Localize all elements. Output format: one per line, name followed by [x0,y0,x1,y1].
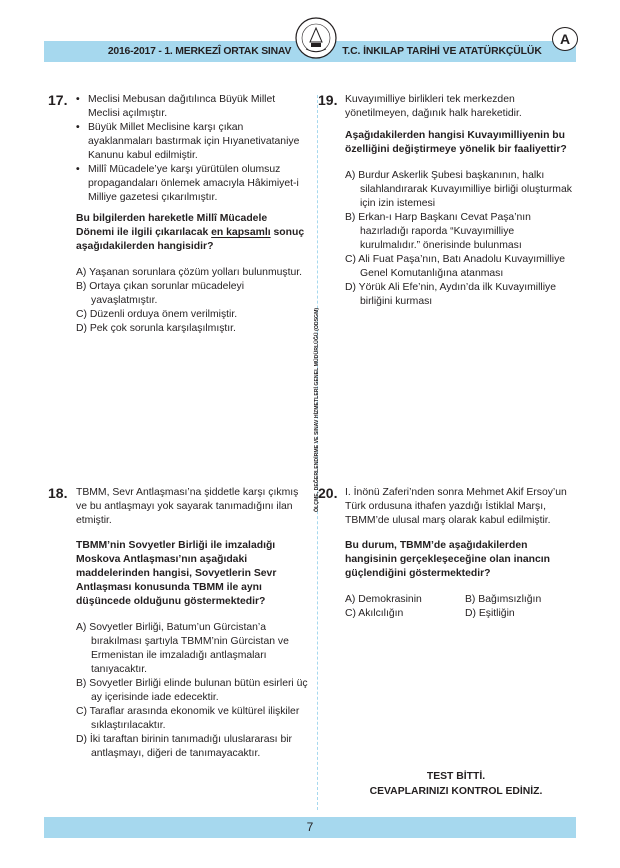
answer-option[interactable]: C) Taraflar arasında ekonomik ve kültürel ilişkiler sıklaştırılacaktır. [76,706,300,731]
answer-option[interactable]: A) Burdur Askerlik Şubesi başkanının, halkı silahlandırarak Kuvayımilliye birliği oluşturmak için izin istemesi [345,170,572,209]
answer-option[interactable]: B) Sovyetler Birliği elinde bulunan bütün esirleri üç ay içerisinde iade edecektir. [76,678,308,703]
bullet-item: • Millî Mücadele’ye karşı yürütülen olumsuz propagandaları önlemek amacıyla Hâkimiyet-i Milliye gazetesi çıkarılmıştır. [76,163,308,205]
test-end-notice [340,769,572,799]
question-19-stem: Kuvayımilliye birlikleri tek merkezden yönetilmeyen, dağınık halk hareketidir. [345,94,522,119]
answer-option[interactable]: A) Sovyetler Birliği, Batum’un Gürcistan’a bırakılması şartıyla TBMM’nin Gürcistan ve Ermenistan ile imzaladığı antlaşmaları tanıyacaktır. [76,622,289,675]
side-text: ÖLÇME, DEĞERLENDİRME VE SINAV HİZMETLERİ GENEL MÜDÜRLÜĞÜ (ODSGM) [314,307,320,513]
question-20-prompt: Bu durum, TBMM’de aşağıdakilerden hangisinin gerçekleşeceğine olan inancın güçlendiğini göstermektedir? [345,540,550,579]
answer-option[interactable]: C) Akılcılığın [345,608,404,619]
check-answers-line: CEVAPLARINIZI KONTROL EDİNİZ. [369,786,543,797]
answer-option[interactable]: D) Pek çok sorunla karşılaşılmıştır. [76,323,236,334]
exam-title: 2016-2017 - 1. MERKEZÎ ORTAK SINAV [107,46,292,57]
question-18-prompt: TBMM’nin Sovyetler Birliği ile imzaladığı Moskova Antlaşması’nın aşağıdaki maddelerinden hangisi, Sovyetlerin Sevr Antlaşması konusunda TBMM ile aynı düşüncede olduğunu göstermektedir? [76,540,277,607]
question-17 [76,93,308,336]
question-20-stem: I. İnönü Zaferi’nden sonra Mehmet Akif Ersoy’un Türk ordusuna ithafen yazdığı İstiklal Marşı, TBMM’de ulusal marş olarak kabul edilmiştir. [345,487,567,526]
emphasis-underline: en kapsamlı [211,227,271,238]
answer-option[interactable]: A) Yaşanan sorunlara çözüm yolları bulunmuştur. [76,267,303,278]
page-number: 7 [306,820,314,834]
question-18-stem: TBMM, Sevr Antlaşması’na şiddetle karşı çıkmış ve bu antlaşmayı yok sayarak tanımadığını ilan etmiştir. [76,487,299,526]
question-18-options [76,621,308,761]
footer-band [44,817,576,838]
question-19-options [345,169,577,309]
answer-option[interactable]: D) Eşitliğin [465,608,515,619]
answer-option[interactable]: A) Demokrasinin [345,594,422,605]
answer-option[interactable]: D) İki taraftan birinin tanımadığı uluslararası bir antlaşmayı, diğeri de tanımayacaktır. [76,734,292,759]
question-20-options [345,593,577,621]
question-18-number: 18. [48,485,68,501]
answer-option[interactable]: D) Yörük Ali Efe’nin, Aydın’da ilk Kuvayımilliye birliğini kurması [345,282,556,307]
question-18 [76,486,308,761]
bullet-item: • Büyük Millet Meclisine karşı çıkan ayaklanmaları bastırmak için Hıyanetivataniye Kanunu kabul edilmiştir. [76,121,308,163]
test-end-line: TEST BİTTİ. [426,771,486,782]
question-19 [345,93,577,309]
question-17-bullets [76,93,308,205]
question-17-number: 17. [48,92,68,108]
question-19-number: 19. [318,92,338,108]
answer-option[interactable]: C) Ali Fuat Paşa’nın, Batı Anadolu Kuvayımilliye Genel Komutanlığına atanması [345,254,566,279]
question-20 [345,486,577,621]
answer-option[interactable]: C) Düzenli orduya önem verilmiştir. [76,309,238,320]
subject-title: T.C. İNKILAP TARİHİ VE ATATÜRKÇÜLÜK [342,46,542,57]
bullet-item: • Meclisi Mebusan dağıtılınca Büyük Millet Meclisi açılmıştır. [76,93,308,121]
answer-option[interactable]: B) Ortaya çıkan sorunlar mücadeleyi yavaşlatmıştır. [76,281,245,306]
answer-option[interactable]: B) Erkan-ı Harp Başkanı Cevat Paşa’nın hazırladığı raporda “Kuvayımilliye kurulmalıdır.” önerisinde bulunması [345,212,531,251]
question-17-prompt: Bu bilgilerden hareketle Millî Mücadele Dönemi ile ilgili çıkarılacak en kapsamlı sonuç aşağıdakilerden hangisidir? [76,213,305,252]
answer-option[interactable]: B) Bağımsızlığın [465,594,542,605]
question-19-prompt: Aşağıdakilerden hangisi Kuvayımilliyenin bu özelliğini değiştirmeye yönelik bir faaliyettir? [345,130,567,155]
booklet-letter-badge: A [552,27,578,51]
question-20-number: 20. [318,485,338,501]
question-17-options [76,266,308,336]
